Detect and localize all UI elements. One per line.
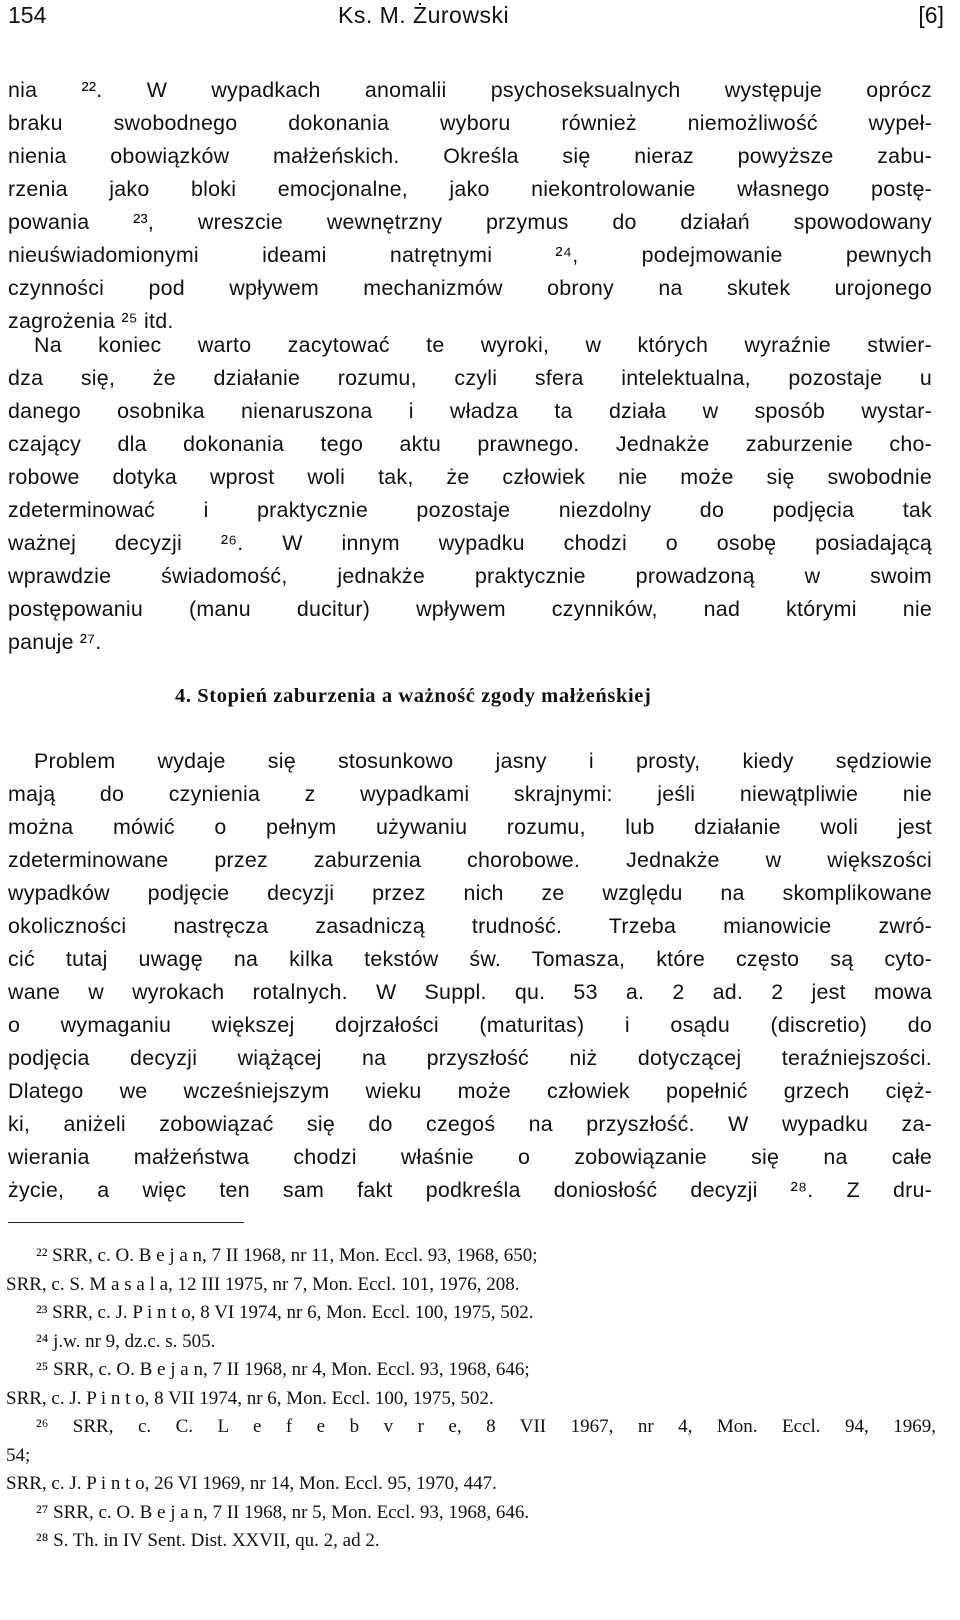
text-line: zagrożenia ²⁵ itd. xyxy=(8,309,174,333)
text-line: wypadków podjęcie decyzji przez nich ze względu na skomplikowane xyxy=(8,881,932,905)
text-line: nieuświadomionymi ideami natrętnymi ²⁴, podejmowanie pewnych xyxy=(8,243,932,267)
text-line: nia ²². W wypadkach anomalii psychoseksualnych występuje oprócz xyxy=(8,78,932,102)
text-line: czynności pod wpływem mechanizmów obrony na skutek urojonego xyxy=(8,276,932,300)
footnote-line: 54; xyxy=(6,1444,31,1466)
section-heading: 4. Stopień zaburzenia a ważność zgody małżeńskiej xyxy=(175,685,652,707)
text-line: nienia obowiązków małżeńskich. Określa się nieraz powyższe zabu- xyxy=(8,144,932,168)
footnote-line: ²⁴ j.w. nr 9, dz.c. s. 505. xyxy=(36,1330,216,1352)
text-line: cić tutaj uwagę na kilka tekstów św. Tomasza, które często są cyto- xyxy=(8,947,932,971)
text-line: robowe dotyka wprost woli tak, że człowiek nie może się swobodnie xyxy=(8,465,932,489)
text-line: można mówić o pełnym używaniu rozumu, lub działanie woli jest xyxy=(8,815,932,839)
footnote-line: SRR, c. J. P i n t o, 26 VI 1969, nr 14, Mon. Eccl. 95, 1970, 447. xyxy=(6,1473,497,1494)
footnote-line: ²⁸ S. Th. in IV Sent. Dist. XXVII, qu. 2, ad 2. xyxy=(36,1530,380,1551)
footnote-line: ²⁶ SRR, c. C. L e f e b v r e, 8 VII 1967, nr 4, Mon. Eccl. 94, 1969, xyxy=(36,1416,936,1437)
text-line: wane w wyrokach rotalnych. W Suppl. qu. 53 a. 2 ad. 2 jest mowa xyxy=(8,980,932,1004)
text-line: zdeterminowane przez zaburzenia chorobowe. Jednakże w większości xyxy=(8,848,932,872)
text-line: zdeterminować i praktycznie pozostaje niezdolny do podjęcia tak xyxy=(8,498,932,522)
text-line: okoliczności nastręcza zasadniczą trudność. Trzeba mianowicie zwró- xyxy=(8,914,932,938)
footnotes xyxy=(6,1242,936,1556)
text-line: panuje ²⁷. xyxy=(8,630,102,654)
paragraph-2 xyxy=(8,329,932,659)
text-line: powania ²³, wreszcie wewnętrzny przymus do działań spowodowany xyxy=(8,210,932,234)
text-line: postępowaniu (manu ducitur) wpływem czynników, nad którymi nie xyxy=(8,597,932,621)
text-line: braku swobodnego dokonania wyboru również niemożliwość wypeł- xyxy=(8,111,932,135)
text-line: ważnej decyzji ²⁶. W innym wypadku chodzi o osobę posiadającą xyxy=(8,531,932,555)
footnote-line: SRR, c. S. M a s a l a, 12 III 1975, nr 7, Mon. Eccl. 101, 1976, 208. xyxy=(6,1273,520,1295)
footnote-separator xyxy=(8,1222,244,1223)
text-line: Problem wydaje się stosunkowo jasny i prosty, kiedy sędziowie xyxy=(34,749,932,773)
text-line: czający dla dokonania tego aktu prawnego. Jednakże zaburzenie cho- xyxy=(8,432,932,456)
text-line: wierania małżeństwa chodzi właśnie o zobowiązanie się na całe xyxy=(8,1145,932,1169)
text-line: mają do czynienia z wypadkami skrajnymi: jeśli niewątpliwie nie xyxy=(8,782,932,806)
text-line: wprawdzie świadomość, jednakże praktycznie prowadzoną w swoim xyxy=(8,564,932,588)
text-line: podjęcia decyzji wiążącej na przyszłość niż dotyczącej teraźniejszości. xyxy=(8,1046,932,1070)
page-number: 154 xyxy=(8,2,47,28)
footnote-line: ²² SRR, c. O. B e j a n, 7 II 1968, nr 11, Mon. Eccl. 93, 1968, 650; xyxy=(36,1245,538,1266)
text-line: dza się, że działanie rozumu, czyli sfera intelektualna, pozostaje u xyxy=(8,366,932,390)
text-line: Dlatego we wcześniejszym wieku może człowiek popełnić grzech cięż- xyxy=(8,1079,932,1103)
running-head-author: Ks. M. Żurowski xyxy=(338,2,510,28)
paragraph-1 xyxy=(8,74,932,338)
footnote-line: ²⁷ SRR, c. O. B e j a n, 7 II 1968, nr 5, Mon. Eccl. 93, 1968, 646. xyxy=(36,1501,530,1523)
footnote-line: ²⁵ SRR, c. O. B e j a n, 7 II 1968, nr 4, Mon. Eccl. 93, 1968, 646; xyxy=(36,1359,530,1380)
text-line: życie, a więc ten sam fakt podkreśla doniosłość decyzji ²⁸. Z dru- xyxy=(8,1178,932,1202)
footnote-line: SRR, c. J. P i n t o, 8 VII 1974, nr 6, Mon. Eccl. 100, 1975, 502. xyxy=(6,1387,494,1409)
text-line: ki, aniżeli zobowiązać się do czegoś na przyszłość. W wypadku za- xyxy=(8,1112,932,1136)
paragraph-3 xyxy=(8,745,932,1207)
footnote-line: ²³ SRR, c. J. P i n t o, 8 VI 1974, nr 6, Mon. Eccl. 100, 1975, 502. xyxy=(36,1302,534,1323)
text-line: Na koniec warto zacytować te wyroki, w których wyraźnie stwier- xyxy=(34,333,932,357)
text-line: danego osobnika nienaruszona i władza ta działa w sposób wystar- xyxy=(8,399,932,423)
text-line: o wymaganiu większej dojrzałości (maturitas) i osądu (discretio) do xyxy=(8,1013,932,1037)
section-marker: [6] xyxy=(918,2,944,28)
running-header xyxy=(8,0,944,40)
text-line: rzenia jako bloki emocjonalne, jako niekontrolowanie własnego postę- xyxy=(8,177,932,201)
